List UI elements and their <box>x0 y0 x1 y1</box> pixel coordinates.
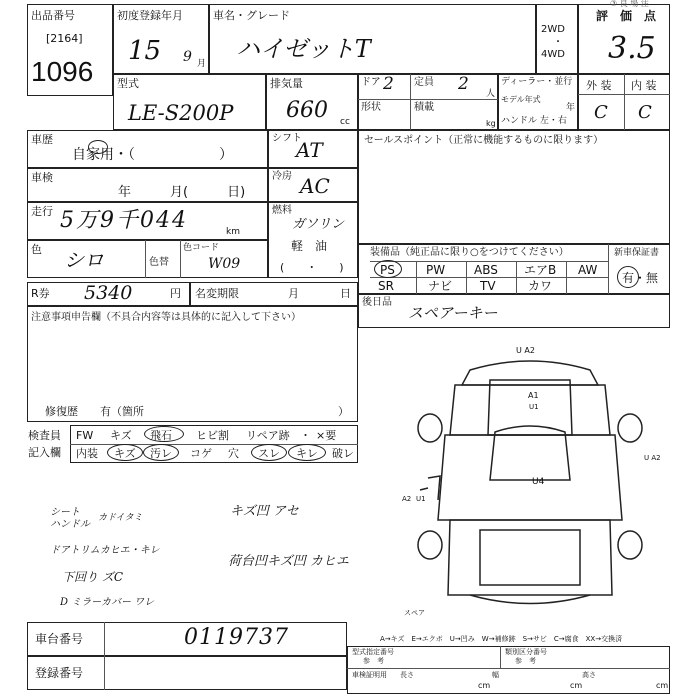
left-mirror-mark <box>420 488 428 490</box>
damage-legend: A→キズ E→エクボ U→凹み W→補修跡 S→サビ C→腐食 XX→交換済 <box>380 635 623 643</box>
interior-label: 内 装 <box>631 79 657 92</box>
length-label: 長さ <box>400 671 414 679</box>
height-label: 高さ <box>582 671 596 679</box>
aftermarket-box <box>358 294 670 328</box>
shift-value: AT <box>296 138 323 162</box>
lot-sub: [2164] <box>46 32 83 45</box>
note-corner-wear: カドイタミ <box>98 513 143 523</box>
front-left-wheel <box>418 414 442 442</box>
equip-tv: TV <box>480 279 496 293</box>
model-year-label: モデル年式 <box>501 95 541 104</box>
length-unit: cm <box>478 681 491 690</box>
insp-hole: 穴 <box>228 447 239 460</box>
grade-value: 3.5 <box>608 31 656 66</box>
displacement-value: 660 <box>286 98 328 123</box>
bed-outline <box>448 520 612 595</box>
aftermarket-value: スペアーキー <box>408 304 498 322</box>
insp-chip-circle <box>144 426 184 442</box>
exterior-value: C <box>594 102 608 123</box>
door-value: 2 <box>383 74 394 94</box>
equip-pw: PW <box>426 263 446 277</box>
drive-2wd: 2WD <box>541 24 565 35</box>
type-spec-label: 型式指定番号 <box>352 648 394 656</box>
equip-leather: カワ <box>528 279 553 293</box>
note-mirror: D ミラーカバー ワレ <box>60 597 155 608</box>
note-bed: 荷台凹キズ凹 カヒエ <box>228 554 349 569</box>
diag-hood-label-2: U1 <box>529 403 539 411</box>
kg-unit: kg <box>486 119 496 128</box>
insp-needs: ×要 <box>316 429 337 442</box>
nameplate-label: 名変期限 <box>195 287 239 300</box>
mileage-label: 走行 <box>31 205 53 218</box>
year-unit: 年 <box>566 103 576 113</box>
color-code-label: 色コード <box>183 243 220 253</box>
month-unit: 月 <box>197 59 207 69</box>
fuel-gasoline: ガソリン <box>292 217 345 232</box>
top-right-note: ③ 良 場 注 <box>610 0 649 8</box>
diag-hood-label: A1 <box>528 391 539 400</box>
width-label: 幅 <box>492 671 499 679</box>
km-unit: km <box>226 227 240 237</box>
insp-int-scratch: キズ <box>114 447 136 460</box>
warranty-circle <box>617 266 639 288</box>
note-scratch-fade: キズ凹 アセ <box>230 504 299 519</box>
fuel-label: 燃料 <box>272 205 292 216</box>
displacement-label: 排気量 <box>270 77 303 90</box>
mileage-value: 5万9千044 <box>60 208 188 233</box>
repair-label: 修復歴 有（箇所 <box>45 405 144 418</box>
rear-left-wheel <box>418 531 442 559</box>
lot-number: 1096 <box>31 56 94 87</box>
type-value: LE-S200P <box>128 101 234 125</box>
equip-ps: PS <box>380 263 395 277</box>
interior-value: C <box>638 102 652 123</box>
aircon-value: AC <box>300 174 330 198</box>
equip-sr: SR <box>378 279 394 293</box>
recycle-value: 5340 <box>84 282 133 304</box>
model-value: ハイゼットT <box>236 35 371 63</box>
color-change-label: 色替 <box>149 257 169 268</box>
capacity-value: 2 <box>458 74 469 94</box>
insp-stain-circle <box>143 444 179 461</box>
equip-navi: ナビ <box>428 279 453 293</box>
insp-int-scratch-circle <box>107 444 143 461</box>
inspector-label-2: 記入欄 <box>28 446 61 459</box>
equipment-label: 装備品（純正品に限り○をつけてください） <box>370 247 569 258</box>
history-label: 車歴 <box>31 133 53 146</box>
roof-outline <box>490 426 570 480</box>
note-door-trim: ドアトリムカヒエ・キレ <box>50 545 160 556</box>
note-handle: ハンドル <box>50 519 90 530</box>
capacity-label: 定員 <box>414 77 434 88</box>
color-value: シロ <box>64 248 104 272</box>
history-value: 自家用・（ ） <box>72 147 233 163</box>
fuel-diesel: 軽 油 <box>291 239 328 253</box>
repair-close: ） <box>338 405 349 418</box>
bed-floor-outline <box>480 530 580 585</box>
nameplate-day: 日 <box>340 287 351 300</box>
diag-right-label: U A2 <box>644 454 661 462</box>
equip-aw: AW <box>578 263 598 277</box>
grade-label: 評 価 点 <box>596 9 657 23</box>
cc-unit: cc <box>340 117 350 127</box>
diag-cab-label: U4 <box>532 477 545 487</box>
width-unit: cm <box>570 681 583 690</box>
load-label: 積載 <box>414 102 434 113</box>
first-reg-month: 9 <box>183 49 192 65</box>
insp-stain: 汚レ <box>150 447 172 460</box>
equip-airbag: エアB <box>524 263 557 277</box>
cab-outline <box>438 435 622 520</box>
insp-rub-circle <box>251 444 287 461</box>
insp-burn: コゲ <box>190 447 212 460</box>
dealer-label: ディーラー・並行 <box>501 77 573 87</box>
door-label: ドア <box>361 77 381 88</box>
warranty-value: 有・無 <box>622 271 659 285</box>
class-ref: 参 考 <box>515 657 536 665</box>
insp-repair: リペア跡 <box>246 429 290 442</box>
insp-interior: 内装 <box>76 447 98 460</box>
vehicle-diagram <box>400 340 660 620</box>
fuel-paren: ( ・ ) <box>280 261 344 274</box>
lot-label: 出品番号 <box>31 9 75 22</box>
insp-scratch: キズ <box>110 429 132 442</box>
nameplate-month: 月 <box>288 287 299 300</box>
aftermarket-label: 後日品 <box>362 297 392 308</box>
handle-label: ハンドル 左・右 <box>501 116 567 126</box>
first-reg-label: 初度登録年月 <box>117 9 183 22</box>
recycle-label: R券 <box>31 287 50 300</box>
chassis-value: 0119737 <box>184 625 289 650</box>
first-reg-year: 15 <box>128 36 162 66</box>
shape-label: 形状 <box>361 102 381 113</box>
notes-label: 注意事項申告欄（不具合内容等は具体的に記入して下さい） <box>31 312 301 323</box>
insp-fw: FW <box>76 429 94 442</box>
diag-spare-label: スペア <box>404 609 425 617</box>
sales-point-label: セールスポイント（正常に機能するものに限ります） <box>364 135 604 146</box>
height-unit: cm <box>656 681 669 690</box>
note-underbody: 下回り ズC <box>62 570 123 584</box>
aircon-label: 冷房 <box>272 171 292 182</box>
equip-abs: ABS <box>474 263 498 277</box>
chassis-label: 車台番号 <box>35 632 84 646</box>
inspection-value: 年 月( 日) <box>118 185 246 200</box>
rear-right-wheel <box>618 531 642 559</box>
insp-chip: 飛石 <box>150 429 172 442</box>
cert-label: 車検証明用 <box>352 671 387 679</box>
drive-4wd: 4WD <box>541 49 565 60</box>
warranty-label: 新車保証書 <box>614 248 660 258</box>
sales-point-box <box>358 130 670 244</box>
insp-cut-circle <box>288 444 326 461</box>
front-right-wheel <box>618 414 642 442</box>
drive-dot: ・ <box>553 37 563 48</box>
insp-dot: ・ <box>300 429 311 442</box>
inspection-label: 車検 <box>31 171 53 184</box>
inspector-label-1: 検査員 <box>28 429 61 442</box>
color-code-value: W09 <box>208 256 241 272</box>
class-label: 類別区分番号 <box>505 648 547 656</box>
type-label: 型式 <box>117 77 139 90</box>
equip-ps-circle <box>374 260 402 278</box>
diag-left-label: A2 <box>402 495 412 503</box>
person-unit: 人 <box>486 89 496 99</box>
front-bumper-outline <box>462 361 598 385</box>
shift-label: シフト <box>272 133 302 144</box>
exterior-label: 外 装 <box>586 79 612 92</box>
insp-cut: キレ <box>296 447 318 460</box>
rear-bumper-outline <box>470 595 590 604</box>
damage-mark-left <box>428 476 440 500</box>
yen-unit: 円 <box>170 287 181 300</box>
diag-left-label-2: U1 <box>416 495 426 503</box>
insp-crack: ヒビ割 <box>196 429 229 442</box>
insp-tear: 破レ <box>332 447 354 460</box>
model-label: 車名・グレード <box>213 9 290 22</box>
color-label: 色 <box>31 243 42 256</box>
insp-rub: スレ <box>258 447 280 460</box>
diag-front-label: U A2 <box>516 346 535 355</box>
note-seat: シート <box>50 507 80 518</box>
history-circle-mark <box>88 140 108 154</box>
reg-label: 登録番号 <box>35 666 84 680</box>
type-spec-ref: 参 考 <box>363 657 384 665</box>
